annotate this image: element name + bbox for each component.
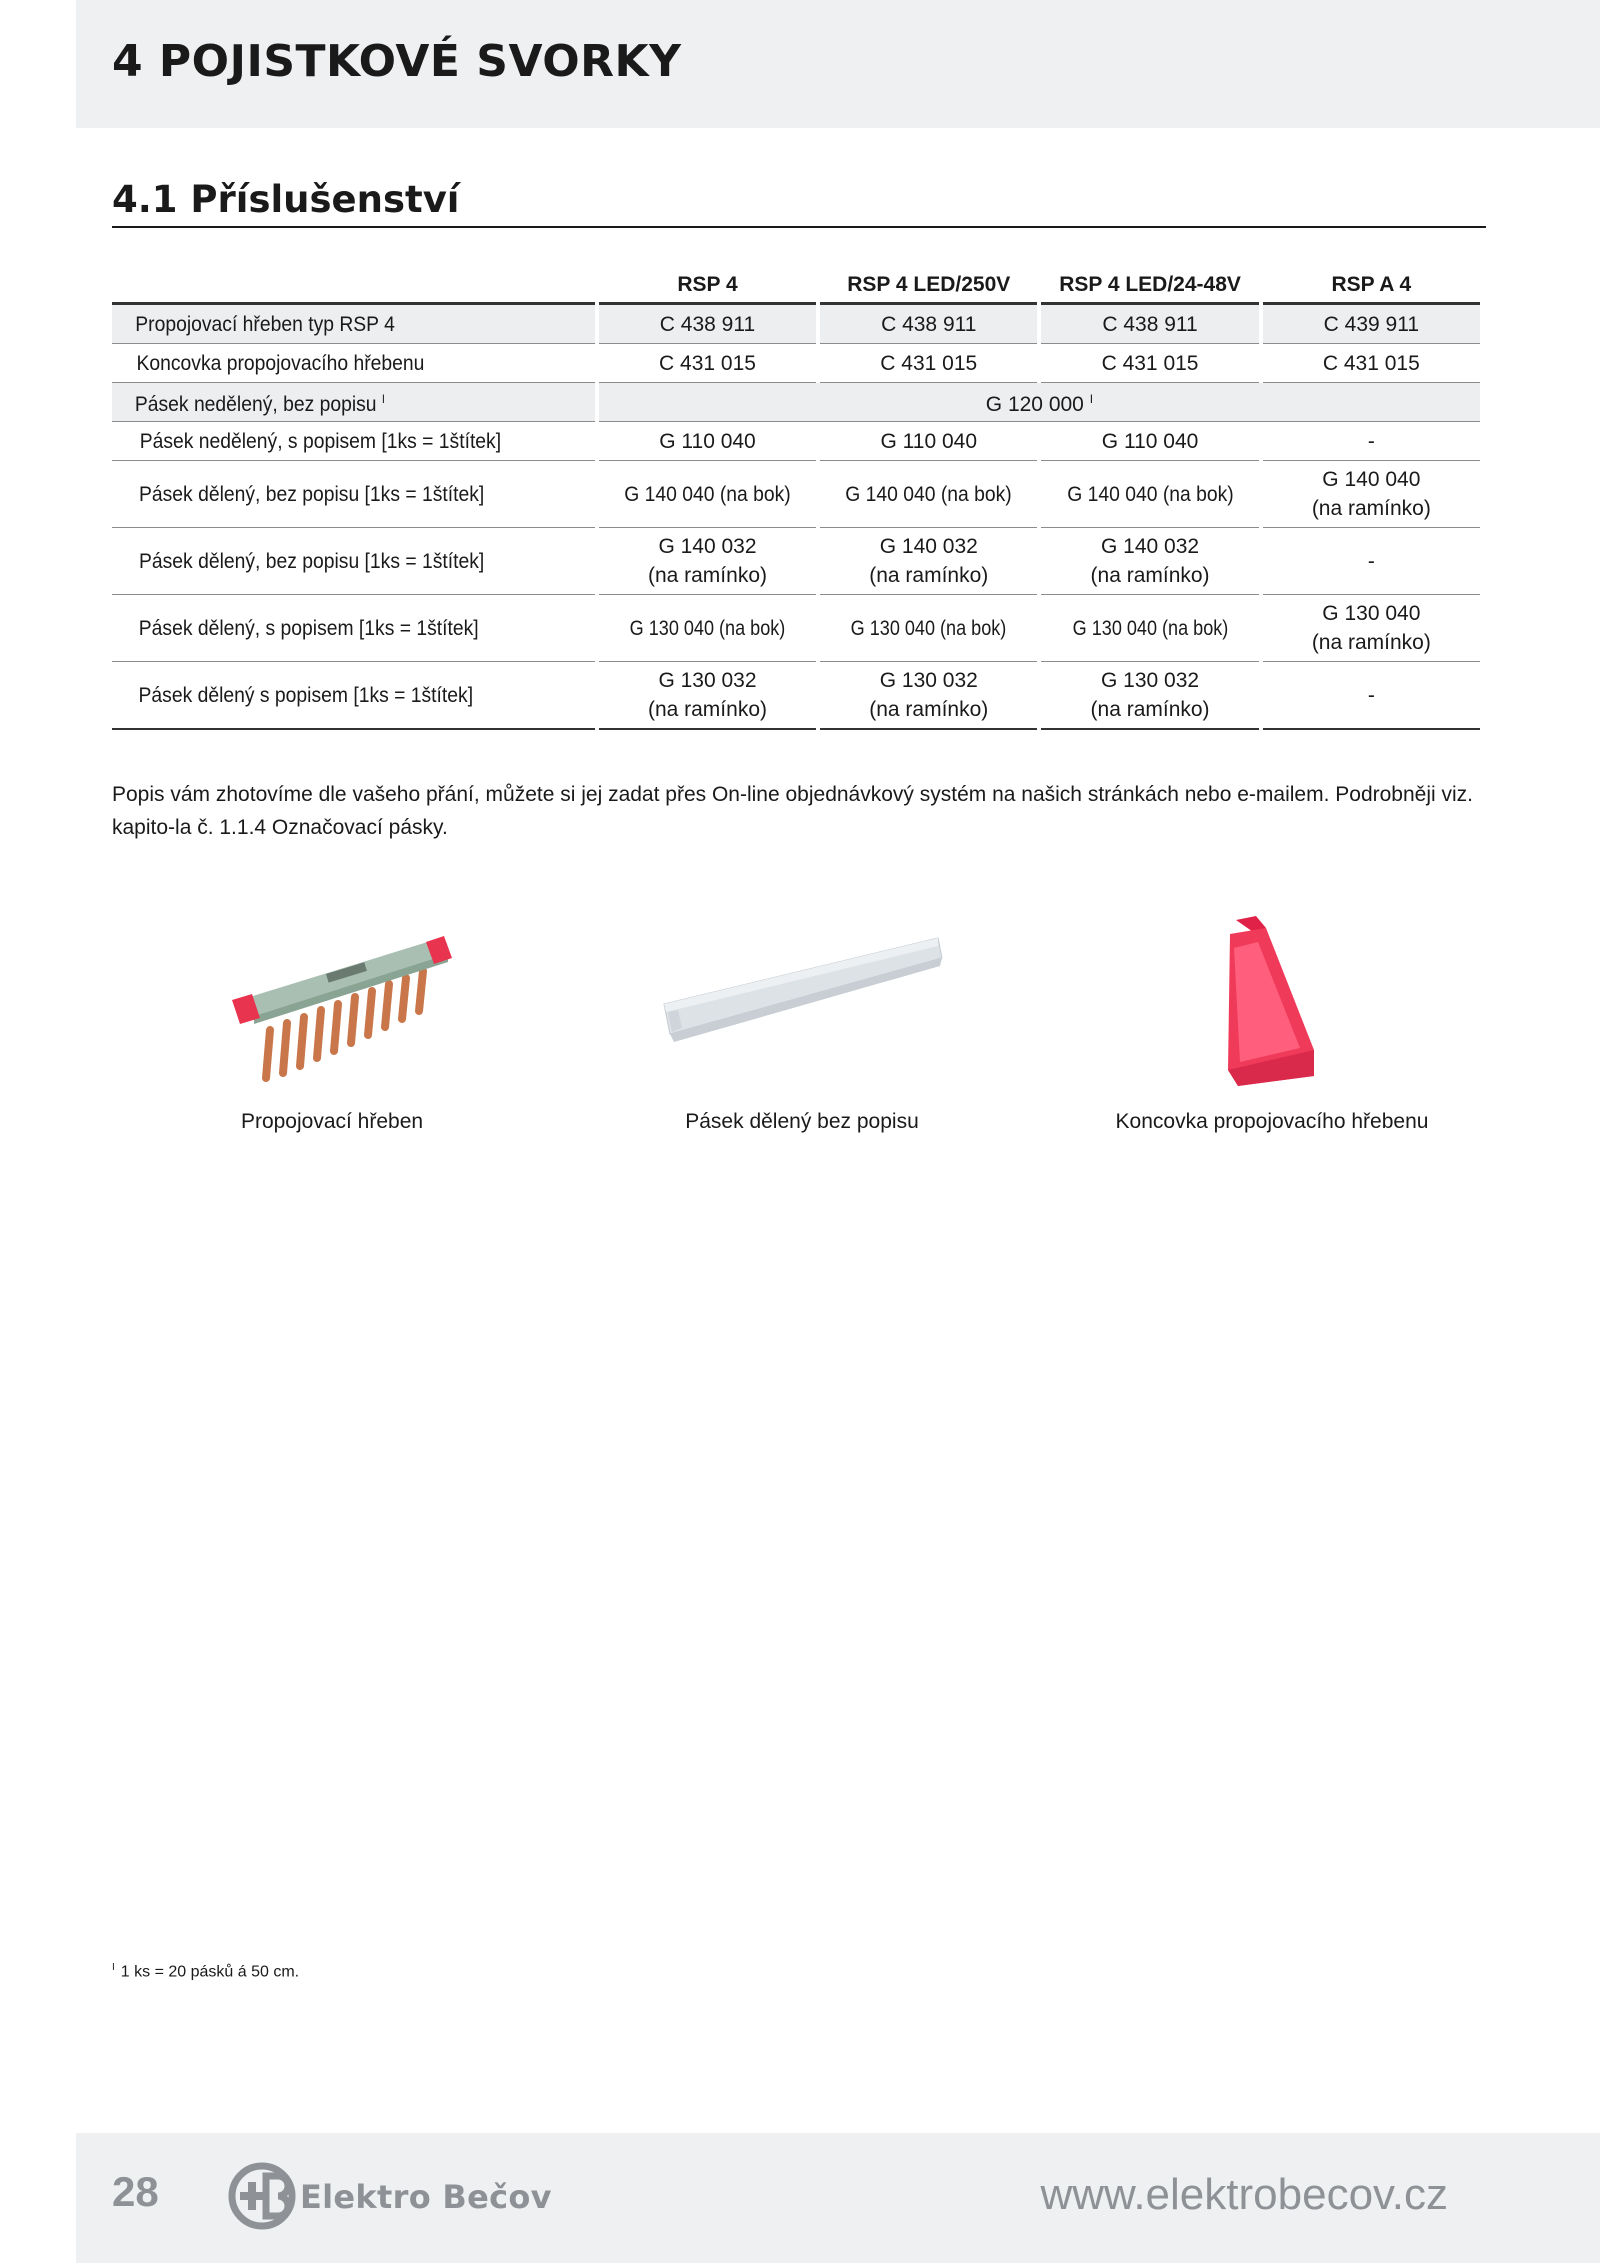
- table-row: [112, 461, 1480, 528]
- row-label: Pásek dělený, s popisem [1ks = 1štítek]: [112, 595, 595, 662]
- table-row: [112, 595, 1480, 662]
- footnote-mark: I: [381, 392, 385, 406]
- table-cell: -: [1263, 528, 1480, 595]
- table-cell-span: G 120 000 $^I$: [599, 383, 1480, 422]
- product-caption: Propojovací hřeben: [240, 1110, 424, 1133]
- footnote-mark: I: [112, 1962, 115, 1973]
- table-cell: C 431 015: [1041, 344, 1258, 383]
- table-cell: C 431 015: [820, 344, 1037, 383]
- table-cell: G 130 032 (na ramínko): [1041, 662, 1258, 730]
- table-row: [112, 383, 1480, 422]
- table-cell: G 140 040 (na bok): [599, 461, 816, 528]
- table-cell: G 130 040 (na bok): [820, 595, 1037, 662]
- company-name: Elektro Bečov: [300, 2178, 552, 2216]
- table-cell: C 431 015: [1263, 344, 1480, 383]
- table-header-row: [112, 268, 1480, 305]
- accessories-table: [108, 268, 1484, 730]
- table-cell: C 439 911: [1263, 305, 1480, 344]
- comb-busbar-image: [112, 900, 552, 1100]
- table-cell: G 130 032 (na ramínko): [599, 662, 816, 730]
- table-cell: C 438 911: [599, 305, 816, 344]
- table-cell: G 140 032 (na ramínko): [820, 528, 1037, 595]
- row-label: Pásek dělený s popisem [1ks = 1štítek]: [112, 662, 595, 730]
- label-strip-image: [582, 900, 1022, 1100]
- product-strip: [582, 900, 1022, 1140]
- section-title: 4.1 Příslušenství: [112, 178, 460, 221]
- page-number: 28: [112, 2168, 159, 2215]
- column-header: RSP A 4: [1263, 268, 1480, 305]
- table-cell: C 438 911: [1041, 305, 1258, 344]
- table-cell: G 130 040 (na bok): [599, 595, 816, 662]
- header-blank-cell: [112, 268, 595, 305]
- table-row: [112, 528, 1480, 595]
- website-link[interactable]: www.elektrobecov.cz: [1040, 2170, 1448, 2219]
- footnote-mark: I: [1089, 392, 1094, 406]
- table-cell: -: [1263, 662, 1480, 730]
- footnote: [112, 1962, 299, 1981]
- table-cell: G 130 032 (na ramínko): [820, 662, 1037, 730]
- table-cell: G 130 040 (na ramínko): [1263, 595, 1480, 662]
- row-label: Propojovací hřeben typ RSP 4: [112, 305, 595, 344]
- table-cell: C 431 015: [599, 344, 816, 383]
- table-cell: G 140 040 (na ramínko): [1263, 461, 1480, 528]
- table-cell: C 438 911: [820, 305, 1037, 344]
- table-cell: G 110 040: [820, 422, 1037, 461]
- table-cell: G 140 040 (na bok): [820, 461, 1037, 528]
- column-header: RSP 4 LED/250V: [820, 268, 1037, 305]
- table-cell: G 140 040 (na bok): [1041, 461, 1258, 528]
- column-header: RSP 4 LED/24-48V: [1041, 268, 1258, 305]
- table-cell: G 110 040: [1041, 422, 1258, 461]
- product-caption: Pásek dělený bez popisu: [685, 1110, 919, 1133]
- row-label: Pásek nedělený, s popisem [1ks = 1štítek]: [112, 422, 595, 461]
- table-cell: G 110 040: [599, 422, 816, 461]
- footnote-text: 1 ks = 20 pásků á 50 cm.: [120, 1963, 300, 1981]
- end-cap-image: [1052, 900, 1492, 1100]
- table-cell: G 130 040 (na bok): [1041, 595, 1258, 662]
- product-caption: Koncovka propojovacího hřebenu: [1115, 1110, 1429, 1133]
- table-cell: -: [1263, 422, 1480, 461]
- table-row: [112, 344, 1480, 383]
- column-header: RSP 4: [599, 268, 816, 305]
- table-row: [112, 662, 1480, 730]
- row-label: Pásek dělený, bez popisu [1ks = 1štítek]: [112, 528, 595, 595]
- chapter-title: 4 POJISTKOVÉ SVORKY: [112, 36, 682, 87]
- table-cell: G 140 032 (na ramínko): [1041, 528, 1258, 595]
- table-row: [112, 305, 1480, 344]
- row-label: Koncovka propojovacího hřebenu: [112, 344, 595, 383]
- product-gallery: [112, 900, 1492, 1140]
- table-row: [112, 422, 1480, 461]
- table-cell: G 140 032 (na ramínko): [599, 528, 816, 595]
- order-note: Popis vám zhotovíme dle vašeho přání, můžete si jej zadat přes On-line objednávkový systém na našich stránkách nebo e-mailem. Podrobněji viz. kapito-la č. 1.1.4 Označovací pásky.: [112, 783, 1474, 839]
- row-label: Pásek nedělený, bez popisu $^I$: [112, 383, 595, 422]
- row-label: Pásek dělený, bez popisu [1ks = 1štítek]: [112, 461, 595, 528]
- section-divider: [112, 226, 1486, 228]
- product-end-cap: [1052, 900, 1492, 1140]
- product-comb: [112, 900, 552, 1140]
